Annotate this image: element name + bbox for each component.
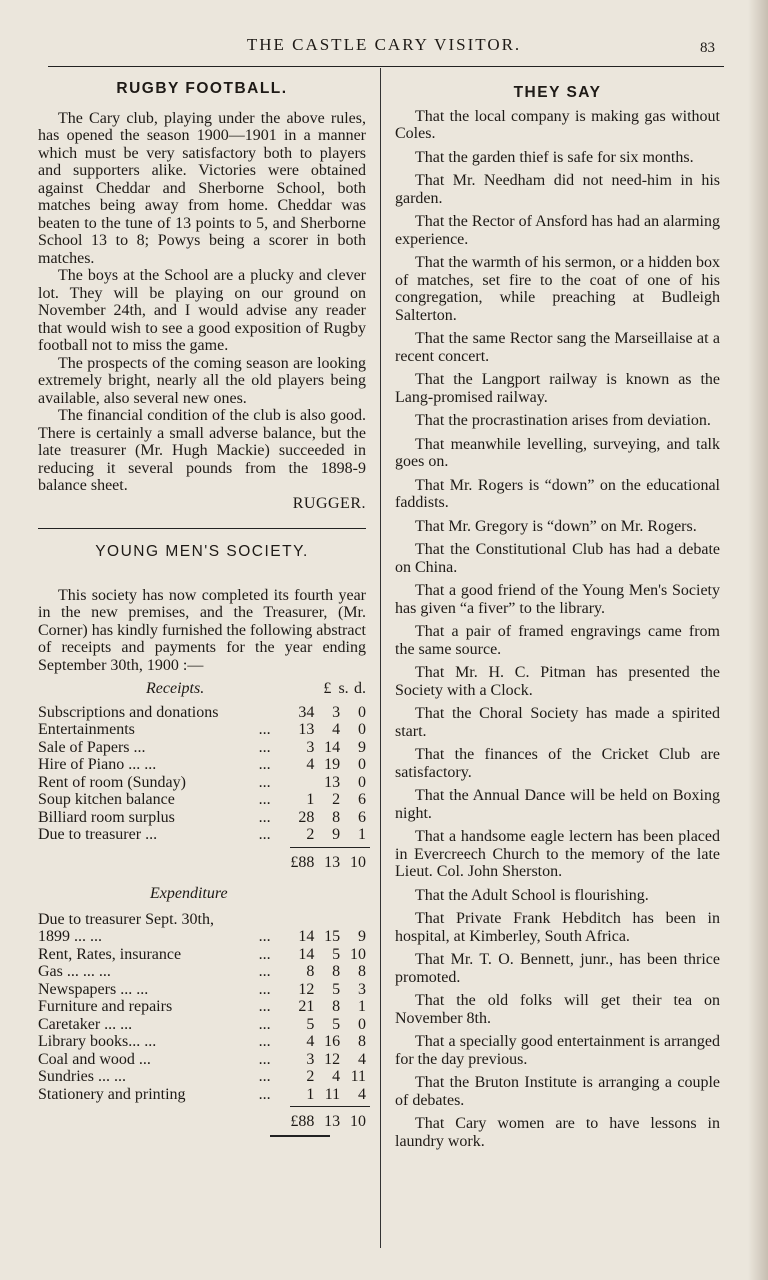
ymc-intro: This society has now completed its fourth year in the new premises, and the Treasurer, (Mr. Corner) has kindly furnished the following abstract of receipts and payments for the year ending September 30th, 1900 :— — [38, 586, 366, 674]
expenditure-pence: 4 — [358, 1085, 366, 1103]
they-say-item: That the garden thief is safe for six months. — [415, 148, 694, 166]
receipts-label: Due to treasurer ... — [38, 826, 158, 843]
expenditure-pounds — [286, 911, 314, 929]
expenditure-pounds: 14 — [298, 928, 315, 945]
expenditure-label: Stationery and printing — [38, 1085, 186, 1103]
expenditure-pence: 4 — [358, 1050, 366, 1068]
expenditure-row — [38, 1016, 366, 1034]
receipts-pence: 0 — [358, 721, 366, 738]
receipts-table — [38, 704, 366, 844]
they-say-item: That Mr. T. O. Bennett, junr., has been thrice promoted. — [395, 951, 720, 986]
rugby-signature: RUGGER. — [292, 494, 366, 512]
expenditure-pence: 10 — [350, 945, 366, 963]
expenditure-label: 1899 ... ... — [38, 928, 102, 945]
receipts-total-row — [38, 854, 366, 872]
receipts-total-rule — [290, 847, 370, 848]
expenditure-pounds: 21 — [298, 998, 315, 1015]
receipts-label: Soup kitchen balance — [38, 791, 175, 808]
receipts-pounds: 1 — [306, 791, 315, 808]
receipts-shillings: 19 — [324, 756, 341, 773]
expenditure-total-pounds: £88 — [290, 1113, 315, 1130]
expenditure-label: Coal and wood ... — [38, 1050, 151, 1068]
expenditure-pounds: 14 — [298, 945, 315, 963]
expenditure-pence: 0 — [358, 1015, 366, 1033]
they-say-item: That Mr. Gregory is “down” on Mr. Rogers. — [415, 517, 697, 535]
receipts-pence: 0 — [358, 703, 366, 721]
expenditure-row — [38, 928, 366, 946]
receipts-header-row — [38, 680, 366, 698]
they-say-item: That the Langport railway is known as the Lang-promised railway. — [395, 371, 720, 406]
expenditure-row — [38, 963, 366, 981]
expenditure-pounds: 3 — [306, 1050, 315, 1068]
expenditure-shillings: 15 — [324, 928, 341, 945]
receipts-total-shillings: 13 — [324, 853, 341, 871]
expenditure-dots: ... — [258, 963, 271, 980]
receipts-dots: ... — [258, 808, 271, 826]
receipts-dots: ... — [258, 756, 271, 773]
receipts-dots: ... — [258, 721, 271, 738]
receipts-dots — [259, 704, 287, 722]
they-say-item: That a handsome eagle lectern has been placed in Evercreech Church to the memory of the late Lieut. Col. John Sherston. — [395, 828, 720, 880]
page-header-title: THE CASTLE CARY VISITOR. — [246, 35, 522, 54]
expenditure-pounds: 12 — [298, 980, 315, 998]
expenditure-pence: 8 — [358, 1033, 366, 1050]
expenditure-label: Rent, Rates, insurance — [38, 945, 182, 963]
expenditure-row — [38, 1086, 366, 1104]
expenditure-dots: ... — [258, 980, 271, 998]
they-say-item: That a pair of framed engravings came from the same source. — [395, 623, 720, 658]
rugby-paragraph-2: The boys at the School are a plucky and clever lot. They will be playing on our ground on November 24th, and I would advise any reader that would wish to see a good exposition of Rugby football not to miss the game. — [38, 267, 366, 354]
they-say-item: That the Adult School is flourishing. — [415, 886, 649, 904]
expenditure-label: Furniture and repairs — [38, 998, 173, 1015]
receipts-label: Billiard room surplus — [38, 808, 175, 826]
expenditure-pounds: 4 — [306, 1033, 315, 1050]
expenditure-title: Expenditure — [150, 885, 228, 902]
they-say-item: That Private Frank Hebditch has been in hospital, at Kimberley, South Africa. — [395, 910, 720, 945]
expenditure-dots: ... — [258, 1033, 271, 1050]
they-say-item: That the old folks will get their tea on November 8th. — [395, 992, 720, 1027]
receipts-pence: 6 — [358, 791, 366, 808]
expenditure-dots: ... — [258, 1085, 271, 1103]
rugby-paragraph-3: The prospects of the coming season are looking extremely bright, nearly all the old players being available, also several new ones. — [38, 354, 366, 407]
expenditure-row — [38, 1068, 366, 1086]
expenditure-shillings: 8 — [332, 998, 341, 1015]
expenditure-pence: 11 — [350, 1068, 366, 1085]
expenditure-pence: 9 — [358, 928, 366, 945]
they-say-item: That Mr. Needham did not need-him in his garden. — [395, 172, 720, 207]
expenditure-pence: 3 — [358, 980, 366, 998]
end-rule — [270, 1135, 330, 1137]
expenditure-table — [38, 911, 366, 1104]
they-say-heading: THEY SAY — [513, 84, 602, 101]
expenditure-dots: ... — [258, 1015, 271, 1033]
expenditure-pence: 8 — [358, 963, 366, 980]
expenditure-total-shillings: 13 — [324, 1113, 341, 1130]
right-column — [395, 84, 720, 1156]
receipts-pounds: 28 — [298, 808, 315, 826]
receipts-shillings: 9 — [332, 826, 341, 843]
expenditure-row — [38, 981, 366, 999]
they-say-list — [395, 108, 720, 1151]
col-pence: d. — [354, 680, 366, 697]
expenditure-dots: ... — [258, 945, 271, 963]
expenditure-label: Due to treasurer Sept. 30th, — [38, 910, 214, 928]
expenditure-dots — [259, 911, 287, 929]
header-rule — [48, 66, 724, 67]
they-say-item: That the same Rector sang the Marseillaise at a recent concert. — [395, 330, 720, 365]
receipts-shillings: 14 — [324, 738, 341, 756]
they-say-item: That meanwhile levelling, surveying, and talk goes on. — [395, 435, 720, 470]
receipts-pence: 0 — [358, 773, 366, 791]
they-say-item: That the warmth of his sermon, or a hidden box of matches, set fire to the coat of one of his congregation, while preaching at Budleigh Salterton. — [395, 254, 720, 324]
they-say-item: That Cary women are to have lessons in laundry work. — [395, 1115, 720, 1150]
receipts-pence: 9 — [358, 738, 366, 756]
they-say-item: That a specially good entertainment is arranged for the day previous. — [395, 1033, 720, 1068]
expenditure-total-rule — [290, 1106, 370, 1107]
expenditure-shillings: 11 — [324, 1085, 341, 1103]
receipts-pounds: 2 — [306, 826, 315, 843]
expenditure-label: Caretaker ... ... — [38, 1015, 133, 1033]
expenditure-label: Library books... ... — [38, 1033, 157, 1050]
expenditure-shillings: 12 — [324, 1050, 341, 1068]
receipts-row — [38, 809, 366, 827]
receipts-row — [38, 774, 366, 792]
receipts-pence: 6 — [358, 808, 366, 826]
they-say-item: That the local company is making gas without Coles. — [395, 107, 720, 142]
expenditure-row — [38, 1033, 366, 1051]
they-say-item: That the finances of the Cricket Club are satisfactory. — [395, 746, 720, 781]
receipts-row — [38, 756, 366, 774]
expenditure-pounds: 1 — [306, 1085, 315, 1103]
expenditure-pounds: 2 — [306, 1068, 315, 1085]
expenditure-dots: ... — [258, 1050, 271, 1068]
expenditure-total-pence: 10 — [350, 1113, 366, 1130]
page-edge-shadow — [748, 0, 768, 1280]
expenditure-dots: ... — [258, 928, 271, 945]
receipts-pounds: 3 — [306, 738, 315, 756]
they-say-item: That a good friend of the Young Men's Society has given “a fiver” to the library. — [395, 582, 720, 617]
they-say-item: That the Annual Dance will be held on Boxing night. — [395, 787, 720, 822]
receipts-label: Sale of Papers ... — [38, 738, 146, 756]
receipts-label: Subscriptions and donations — [38, 703, 219, 721]
receipts-pounds: 34 — [298, 703, 315, 721]
rugby-heading: RUGBY FOOTBALL. — [116, 80, 288, 97]
receipts-shillings: 8 — [332, 808, 341, 826]
rugby-paragraph-1: The Cary club, playing under the above rules, has opened the season 1900—1901 in a manner which must be very satisfactory both to players and supporters alike. Victories were obtained against Cheddar and Sherborne School, both matches being away from home. Cheddar was beaten to the tune of 13 points to 5, and Sherborne School 13 to 8; Powys being a scorer in both matches. — [38, 109, 366, 267]
receipts-pounds — [286, 774, 314, 792]
expenditure-pounds: 8 — [306, 963, 315, 980]
receipts-dots: ... — [258, 826, 271, 843]
col-pounds: £ — [323, 680, 332, 697]
receipts-row — [38, 739, 366, 757]
receipts-label: Entertainments — [38, 721, 135, 738]
receipts-label: Hire of Piano ... ... — [38, 756, 157, 773]
expenditure-row — [38, 946, 366, 964]
expenditure-label: Gas ... ... ... — [38, 963, 111, 980]
receipts-dots: ... — [258, 791, 271, 808]
expenditure-row — [38, 1051, 366, 1069]
receipts-total-pounds: £88 — [290, 853, 315, 871]
expenditure-shillings: 8 — [332, 963, 341, 980]
expenditure-label: Sundries ... ... — [38, 1068, 126, 1085]
they-say-item: That the procrastination arises from deviation. — [415, 412, 711, 429]
receipts-shillings: 4 — [332, 721, 341, 738]
col-shillings: s. — [338, 680, 349, 697]
expenditure-shillings: 16 — [324, 1033, 341, 1050]
expenditure-dots: ... — [258, 998, 271, 1015]
receipts-title: Receipts. — [146, 680, 205, 697]
they-say-item: That Mr. H. C. Pitman has presented the Society with a Clock. — [395, 664, 720, 699]
receipts-total-pence: 10 — [350, 853, 366, 871]
they-say-item: That the Constitutional Club has had a debate on China. — [395, 541, 720, 576]
expenditure-dots: ... — [258, 1068, 271, 1085]
receipts-row — [38, 721, 366, 739]
expenditure-pence — [340, 911, 366, 929]
receipts-pounds: 4 — [306, 756, 315, 773]
receipts-label: Rent of room (Sunday) — [38, 773, 186, 791]
expenditure-total-row — [38, 1113, 366, 1131]
they-say-item: That Mr. Rogers is “down” on the educational faddists. — [395, 476, 720, 511]
expenditure-shillings: 5 — [332, 1015, 341, 1033]
ymc-heading: YOUNG MEN'S SOCIETY. — [95, 543, 309, 560]
they-say-item: That the Rector of Ansford has had an alarming experience. — [395, 213, 720, 248]
receipts-pence: 1 — [358, 826, 366, 843]
left-column — [38, 80, 366, 1137]
expenditure-pence: 1 — [358, 998, 366, 1015]
rugby-signature-line — [38, 495, 366, 513]
receipts-dots: ... — [258, 738, 271, 756]
expenditure-pounds: 5 — [306, 1015, 315, 1033]
receipts-shillings: 13 — [324, 773, 341, 791]
they-say-item: That the Choral Society has made a spirited start. — [395, 705, 720, 740]
page-number: 83 — [700, 40, 715, 56]
receipts-shillings: 2 — [332, 791, 341, 808]
receipts-row — [38, 704, 366, 722]
expenditure-shillings: 5 — [332, 980, 341, 998]
expenditure-shillings: 5 — [332, 945, 341, 963]
they-say-item: That the Bruton Institute is arranging a couple of debates. — [395, 1074, 720, 1109]
receipts-shillings: 3 — [332, 703, 341, 721]
expenditure-shillings: 4 — [332, 1068, 341, 1085]
expenditure-row — [38, 911, 366, 929]
expenditure-shillings — [314, 911, 340, 929]
receipts-pence: 0 — [358, 756, 366, 773]
receipts-row — [38, 791, 366, 809]
expenditure-label: Newspapers ... ... — [38, 980, 149, 998]
receipts-row — [38, 826, 366, 844]
expenditure-row — [38, 998, 366, 1016]
column-divider — [380, 68, 381, 1248]
rugby-paragraph-4: The financial condition of the club is also good. There is certainly a small adverse balance, but the late treasurer (Mr. Hugh Mackie) succeeded in reducing it several pounds from the 1898-9 balance sheet. — [38, 407, 366, 494]
receipts-pounds: 13 — [298, 721, 315, 738]
receipts-dots: ... — [258, 773, 271, 791]
